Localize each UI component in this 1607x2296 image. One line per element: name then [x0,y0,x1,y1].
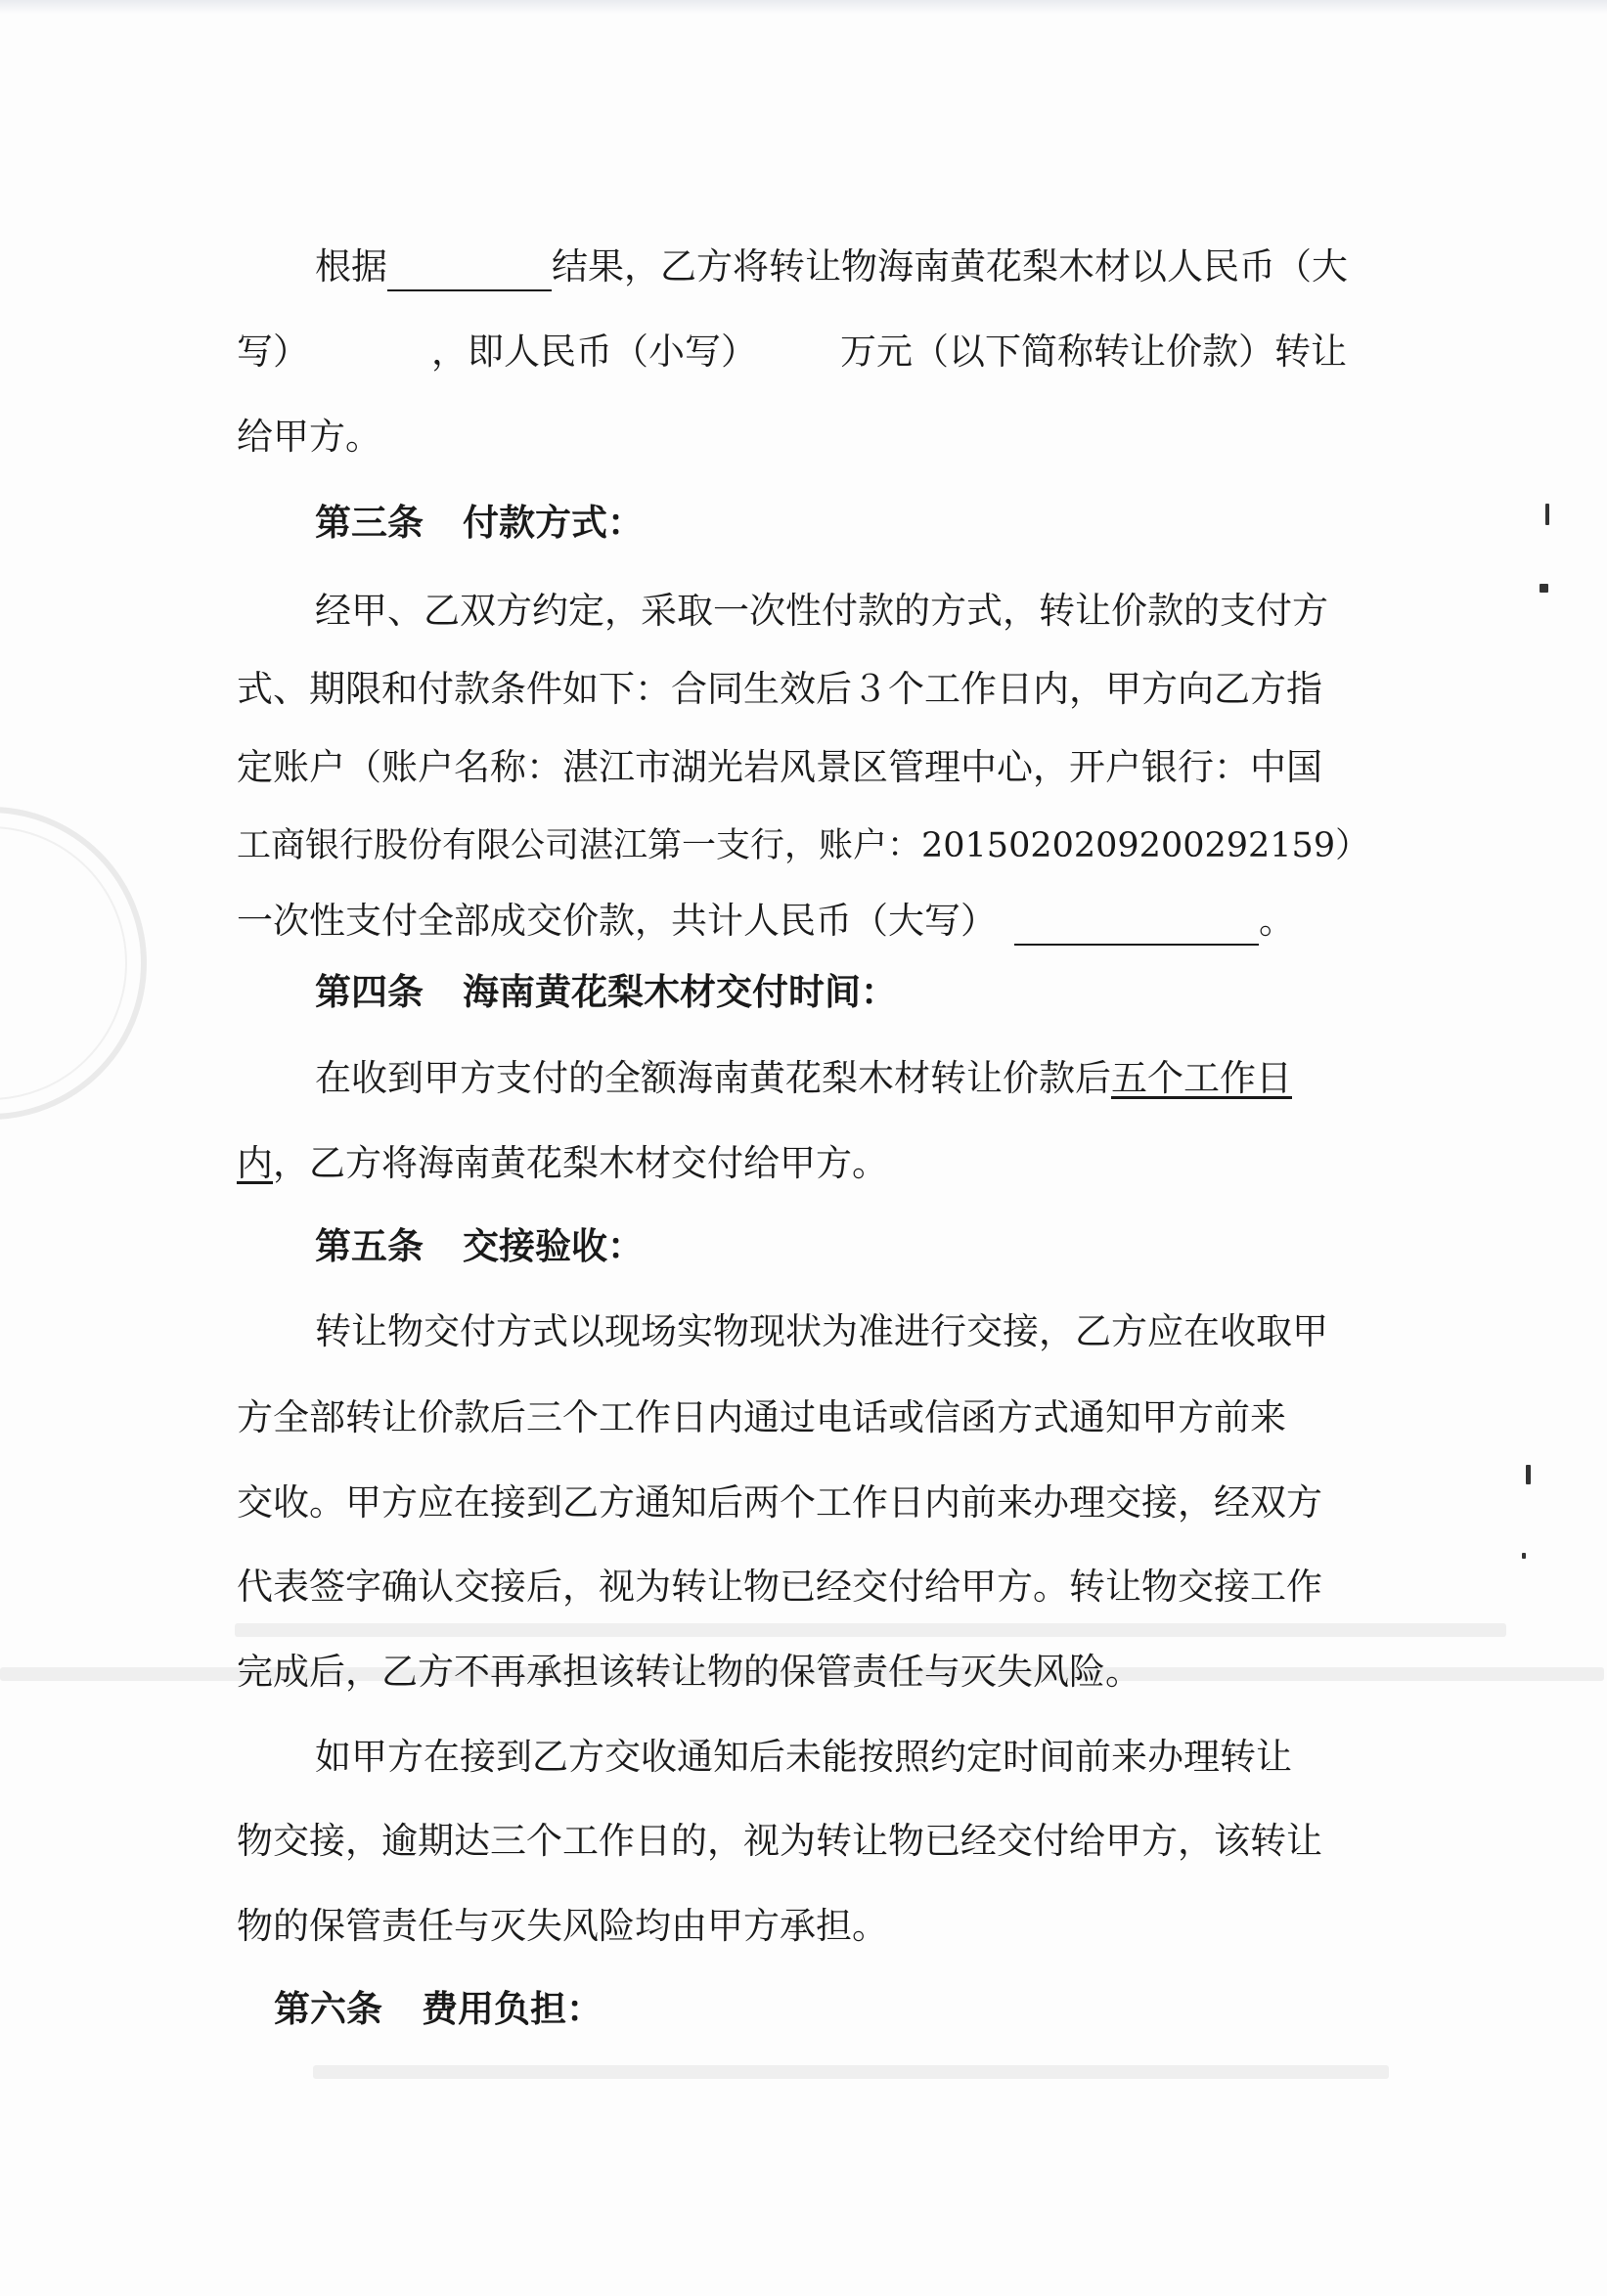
clause5-text: 如甲方在接到乙方交收通知后未能按照约定时间前来办理转让 [315,1736,1292,1778]
clause4-text: ，乙方将海南黄花梨木材交付给甲方。 [273,1142,888,1184]
clause5-p2-line-3 [237,1902,888,1951]
scan-speck [1545,504,1549,525]
bleed-through [313,2065,1389,2079]
clause-title: 费用负担： [422,1988,603,2030]
clause5-text: 完成后，乙方不再承担该转让物的保管责任与灭失风险。 [237,1651,1141,1693]
clause5-p1-line-4 [237,1563,1322,1612]
amount-words-blank[interactable] [1014,905,1259,946]
clause4-text: 在收到甲方支付的全额海南黄花梨木材转让价款后 [315,1057,1111,1099]
scan-edge [0,0,1607,14]
clause2-line-1 [315,243,1348,291]
clause4-heading [315,968,897,1017]
clause5-p1-line-2 [237,1393,1286,1442]
clause5-text: 方全部转让价款后三个工作日内通过电话或信函方式通知甲方前来 [237,1396,1286,1438]
clause5-text: 交收。甲方应在接到乙方通知后两个工作日内前来办理交接，经双方 [237,1481,1322,1523]
clause-number: 第四条 [315,971,424,1013]
clause-number: 第六条 [274,1988,382,2030]
clause3-text: 工商银行股份有限公司湛江第一支行，账户：2015020209200292159） [237,826,1370,865]
clause2-text: 写） [237,331,309,373]
clause5-text: 代表签字确认交接后，视为转让物已经交付给甲方。转让物交接工作 [237,1566,1322,1608]
clause5-heading [315,1222,644,1271]
clause4-deadline: 五个工作日 [1111,1057,1292,1099]
clause3-text: 定账户（账户名称：湛江市湖光岩风景区管理中心，开户银行：中国 [237,746,1322,788]
clause-title: 交接验收： [463,1225,644,1267]
clause5-p2-line-1 [315,1733,1292,1782]
clause3-text: 经甲、乙双方约定，采取一次性付款的方式，转让价款的支付方 [315,590,1328,632]
clause2-text: ，即人民币（小写） [431,331,757,373]
scan-speck [1540,584,1548,593]
clause3-heading [315,499,644,548]
clause2-text: 结果，乙方将转让物海南黄花梨木材以人民币（大 [552,245,1348,287]
clause2-text: 万元（以下简称转让价款）转让 [840,331,1347,373]
clause6-heading [274,1985,603,2034]
clause-title: 付款方式： [463,502,644,544]
clause3-text: 式、期限和付款条件如下：合同生效后３个工作日内，甲方向乙方指 [237,668,1322,710]
clause2-line-2 [237,328,1347,376]
clause5-p1-line-3 [237,1479,1322,1527]
clause5-p1-line-5 [237,1648,1141,1697]
clause5-text: 物的保管责任与灭失风险均由甲方承担。 [237,1905,888,1947]
clause2-text: 给甲方。 [237,416,381,458]
clause3-line-2 [237,665,1322,714]
clause-title: 海南黄花梨木材交付时间： [463,971,897,1013]
clause2-line-3 [237,413,381,462]
clause2-text: 根据 [315,245,387,287]
clause3-line-1 [315,587,1328,636]
clause4-line-2 [237,1139,888,1188]
clause5-text: 物交接，逾期达三个工作日的，视为转让物已经交付给甲方，该转让 [237,1820,1322,1862]
clause-number: 第三条 [315,502,424,544]
clause4-line-1 [315,1054,1292,1103]
clause3-line-3 [237,743,1322,792]
result-blank[interactable] [387,250,552,291]
clause5-text: 转让物交付方式以现场实物现状为准进行交接，乙方应在收取甲 [315,1310,1328,1352]
clause5-p1-line-1 [315,1307,1328,1356]
scan-speck [1522,1553,1526,1559]
scan-speck [1526,1465,1531,1484]
clause5-p2-line-2 [237,1817,1322,1866]
clause3-line-5 [237,897,1295,946]
clause4-deadline: 内 [237,1142,273,1184]
clause-number: 第五条 [315,1225,424,1267]
bleed-through [235,1623,1506,1637]
clause3-text: 。 [1259,900,1295,942]
clause3-text: 一次性支付全部成交价款，共计人民币（大写） [237,900,997,942]
clause3-line-4 [237,821,1369,870]
